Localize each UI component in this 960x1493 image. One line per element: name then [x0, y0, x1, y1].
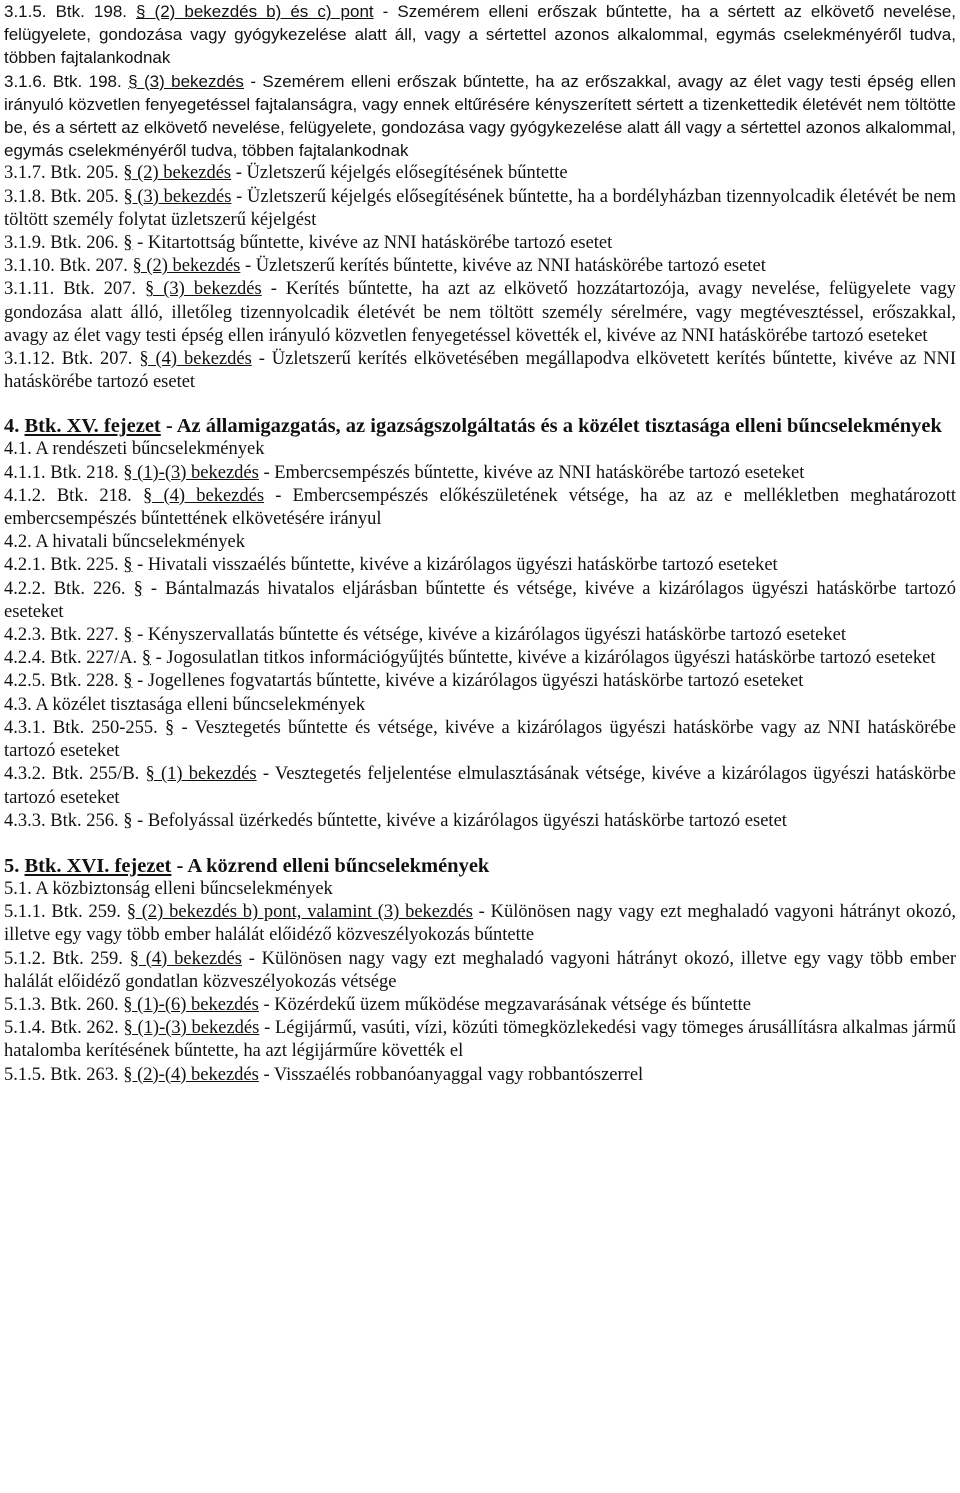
item-description: - Visszaélés robbanóanyaggal vagy robbantószerrel	[258, 1064, 644, 1085]
chapter-reference-link[interactable]: Btk. XV. fejezet	[24, 415, 161, 438]
item-description: - Különösen nagy vagy ezt meghaladó vagyoni hátrányt okozó, illetve egy vagy több ember halálát előidéző gondatlan közveszélyokozás vétsége	[4, 948, 957, 992]
item-description: - Jogosulatlan titkos információgyűjtés bűntette, kivéve a kizárólagos ügyészi hatáskörbe tartozó eseteket	[150, 648, 936, 669]
item-description: - Jogellenes fogvatartás bűntette, kivéve a kizárólagos ügyészi hatáskörbe tartozó eseteket	[132, 671, 804, 692]
item-reference: 3.1.10. Btk. 207.	[4, 256, 128, 277]
item-reference: 3.1.11. Btk. 207.	[4, 279, 136, 300]
section-title: 4.2. A hivatali bűncselekmények	[4, 532, 245, 553]
section-title: 4.3. A közélet tisztasága elleni bűncselekmények	[4, 694, 366, 715]
item-description: - Különösen nagy vagy ezt meghaladó vagyoni hátrányt okozó, illetve egy vagy több ember halálát előidéző közveszélyokozás bűntette	[4, 902, 957, 946]
item-reference: 3.1.12. Btk. 207.	[4, 349, 133, 370]
item-reference: 4.3.2. Btk. 255/B.	[4, 764, 140, 785]
item-description: - Embercsempészés előkészületének vétsége, ha az az e mellékletben meghatározott embercsempészés bűntettének elkövetésére irányul	[4, 485, 957, 530]
section-title: 4.1. A rendészeti bűncselekmények	[4, 439, 265, 460]
item-description: - Befolyással üzérkedés bűntette, kivéve a kizárólagos ügyészi hatáskörbe tartozó esetet	[132, 810, 787, 831]
list-item	[4, 70, 956, 163]
item-reference: 4.3.1. Btk. 250-255.	[4, 717, 158, 738]
item-reference: 3.1.6. Btk. 198.	[4, 71, 122, 91]
paragraph-link[interactable]: §	[165, 717, 175, 738]
paragraph-link[interactable]: § (4) bekezdés	[139, 349, 252, 370]
item-description: - Vesztegetés feljelentése elmulasztásának vétsége, kivéve a kizárólagos ügyészi hatáskörbe tartozó eseteket	[4, 764, 956, 808]
paragraph-link[interactable]: §	[123, 625, 133, 646]
item-description: - Kerítés bűntette, ha azt az elkövető hozzátartozója, avagy nevelése, felügyelete vagy gondozása alatt álló, illetőleg tizennyolcadik életévét be nem töltött személy sérelmére, vagy megtévesztéssel, erőszakkal, avagy az élet vagy testi épség ellen irányuló közvetlen fenyegetéssel követték el, kivéve az NNI hatáskörébe tartozó eseteket	[4, 279, 956, 346]
paragraph-link[interactable]: §	[123, 671, 133, 692]
list-item	[4, 948, 956, 994]
list-item	[4, 278, 956, 348]
list-item	[4, 670, 956, 693]
item-reference: 3.1.8. Btk. 205.	[4, 186, 119, 207]
paragraph-link[interactable]: § (1)-(3) bekezdés	[123, 462, 259, 483]
paragraph-link[interactable]: § (3) bekezdés	[128, 71, 244, 91]
list-item	[4, 232, 956, 255]
list-item	[4, 186, 956, 232]
list-item	[4, 485, 956, 531]
chapter-reference-link[interactable]: Btk. XVI. fejezet	[24, 854, 172, 877]
item-reference: 3.1.7. Btk. 205.	[4, 163, 119, 184]
item-description: - Szemérem elleni erőszak bűntette, ha a sértett az elkövető nevelése, felügyelete, gondozása vagy gyógykezelése alatt áll, vagy a sértettel azonos alkalommal, egymás cselekményéről tudva, többen fajtalankodnak	[4, 2, 956, 68]
item-reference: 5.1.4. Btk. 262.	[4, 1018, 119, 1039]
item-description: - Szemérem elleni erőszak bűntette, ha az erőszakkal, avagy az élet vagy testi épség ellen irányuló közvetlen fenyegetéssel fajtalanságra, vagy ennek eltűrésére kényszerített sértett a tizenkettedik életévét nem töltötte be, és a sértett az elkövető nevelése, felügyelete, gondozása vagy gyógykezelése alatt áll vagy a sértettel azonos alkalommal, egymás cselekményéről tudva, többen fajtalankodnak	[4, 71, 956, 161]
item-reference: 4.3.3. Btk. 256.	[4, 810, 119, 831]
list-item	[4, 462, 956, 485]
item-reference: 4.2.5. Btk. 228.	[4, 671, 119, 692]
list-item	[4, 554, 956, 577]
paragraph-link[interactable]: § (2)-(4) bekezdés	[123, 1064, 259, 1085]
paragraph-link[interactable]: § (2) bekezdés b) pont, valamint (3) bekezdés	[126, 902, 473, 923]
item-description: - Bántalmazás hivatalos eljárásban bűntette és vétsége, kivéve a kizárólagos ügyészi hatáskörbe tartozó eseteket	[4, 578, 957, 622]
item-reference: 5.1.2. Btk. 259.	[4, 948, 123, 969]
paragraph-link[interactable]: § (4) bekezdés	[143, 485, 265, 506]
paragraph-link[interactable]: § (2) bekezdés	[123, 163, 232, 184]
paragraph-link[interactable]: § (1)-(3) bekezdés	[123, 1018, 260, 1039]
item-description: - Üzletszerű kéjelgés elősegítésének bűntette, ha a bordélyházban tizennyolcadik életévét be nem töltött személy folytat üzletszerű kéjelgést	[4, 186, 957, 230]
paragraph-link[interactable]: § (4) bekezdés	[129, 948, 242, 969]
item-reference: 4.1.1. Btk. 218.	[4, 462, 119, 483]
paragraph-link[interactable]: § (2) bekezdés b) és c) pont	[136, 2, 374, 21]
item-reference: 4.2.1. Btk. 225.	[4, 555, 119, 576]
list-item	[4, 994, 956, 1017]
chapter-number: 5.	[4, 854, 25, 877]
item-reference: 4.1.2. Btk. 218.	[4, 485, 132, 506]
list-item	[4, 0, 956, 70]
item-description: - Légijármű, vasúti, vízi, közúti tömegközlekedési vagy tömeges árusállításra alkalmas jármű hatalomba kerítésének bűntette, ha azt légijárműre követték el	[4, 1018, 957, 1062]
list-item	[4, 1064, 956, 1087]
item-description: - Embercsempészés bűntette, kivéve az NNI hatáskörébe tartozó eseteket	[258, 462, 805, 483]
item-description: - Kitartottság bűntette, kivéve az NNI hatáskörébe tartozó esetet	[132, 233, 613, 254]
paragraph-link[interactable]: §	[133, 578, 143, 599]
paragraph-link[interactable]: §	[123, 555, 133, 576]
paragraph-link[interactable]: §	[123, 233, 133, 254]
item-reference: 3.1.5. Btk. 198.	[4, 2, 127, 21]
item-description: - Üzletszerű kerítés bűntette, kivéve az NNI hatáskörébe tartozó esetet	[240, 256, 766, 277]
section-title: 5.1. A közbiztonság elleni bűncselekmények	[4, 878, 333, 899]
paragraph-link[interactable]: § (1)-(6) bekezdés	[123, 994, 259, 1015]
paragraph-link[interactable]: § (2) bekezdés	[132, 256, 241, 277]
item-reference: 5.1.5. Btk. 263.	[4, 1064, 119, 1085]
item-reference: 4.2.2. Btk. 226.	[4, 578, 126, 599]
item-reference: 3.1.9. Btk. 206.	[4, 233, 119, 254]
list-item	[4, 348, 956, 394]
chapter-title: - Az államigazgatás, az igazságszolgáltatás és a közélet tisztasága elleni bűncselekmények	[160, 415, 942, 438]
list-item	[4, 647, 956, 670]
list-item	[4, 624, 956, 647]
list-item	[4, 162, 956, 185]
item-description: - Közérdekű üzem működése megzavarásának vétsége és bűntette	[258, 994, 751, 1015]
paragraph-link[interactable]: § (3) bekezdés	[123, 186, 232, 207]
paragraph-link[interactable]: § (1) bekezdés	[145, 764, 257, 785]
item-reference: 4.2.4. Btk. 227/A.	[4, 648, 138, 669]
paragraph-link[interactable]: §	[123, 810, 133, 831]
item-reference: 5.1.1. Btk. 259.	[4, 902, 121, 923]
item-description: - Hivatali visszaélés bűntette, kivéve a kizárólagos ügyészi hatáskörbe tartozó eseteket	[132, 555, 778, 576]
paragraph-link[interactable]: § (3) bekezdés	[145, 279, 262, 300]
list-item	[4, 717, 956, 763]
list-item	[4, 578, 956, 624]
item-description: - Üzletszerű kerítés elkövetésében megállapodva elkövetett kerítés bűntette, kivéve az NNI hatáskörébe tartozó esetet	[4, 349, 957, 393]
list-item	[4, 1017, 956, 1063]
item-description: - Vesztegetés bűntette és vétsége, kivéve a kizárólagos ügyészi hatáskörbe vagy az NNI hatáskörébe tartozó eseteket	[4, 717, 956, 762]
list-item	[4, 810, 956, 833]
chapter-heading	[4, 855, 956, 878]
chapter-heading	[4, 415, 956, 438]
item-description: - Üzletszerű kéjelgés elősegítésének bűntette	[231, 163, 568, 184]
list-item	[4, 763, 956, 809]
item-description: - Kényszervallatás bűntette és vétsége, kivéve a kizárólagos ügyészi hatáskörbe tartozó eseteket	[132, 625, 846, 646]
chapter-title: - A közrend elleni bűncselekmények	[171, 854, 490, 877]
paragraph-link[interactable]: §	[141, 648, 151, 669]
item-reference: 4.2.3. Btk. 227.	[4, 625, 119, 646]
list-item	[4, 255, 956, 278]
item-reference: 5.1.3. Btk. 260.	[4, 994, 119, 1015]
chapter-number: 4.	[4, 415, 25, 438]
list-item	[4, 901, 956, 947]
